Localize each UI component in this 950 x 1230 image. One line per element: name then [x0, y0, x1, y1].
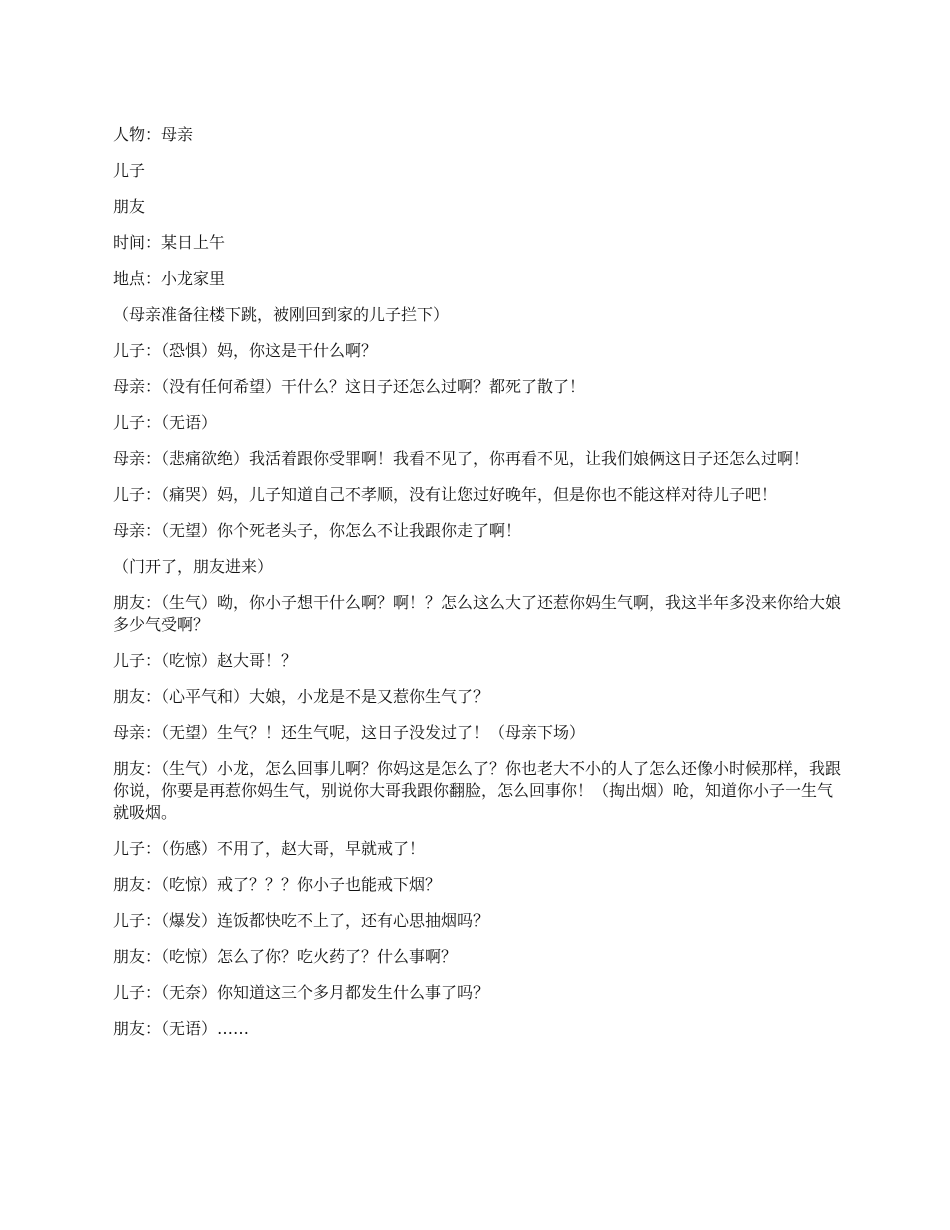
dialogue-line: 儿子：（无语）	[113, 413, 218, 432]
dialogue-line: 儿子：（无奈）你知道这三个多月都发生什么事了吗？	[113, 983, 490, 1002]
dialogue-line: 朋友：（吃惊）戒了？？？你小子也能戒下烟？	[113, 875, 442, 894]
dialogue-line: 儿子：（爆发）连饭都快吃不上了，还有心思抽烟吗？	[113, 911, 490, 930]
stage-direction: （门开了，朋友进来）	[113, 557, 274, 576]
dialogue-line: 母亲：（无望）你个死老头子，你怎么不让我跟你走了啊！	[113, 521, 522, 540]
dialogue-line: 儿子：（伤感）不用了，赵大哥，早就戒了！	[113, 839, 426, 858]
dialogue-line: 朋友：（心平气和）大娘，小龙是不是又惹你生气了？	[113, 687, 490, 706]
dialogue-line: 儿子：（吃惊）赵大哥！？	[113, 651, 298, 670]
time-line: 时间：某日上午	[113, 233, 226, 252]
dialogue-line: 母亲：（悲痛欲绝）我活着跟你受罪啊！我看不见了，你再看不见，让我们娘俩这日子还怎么过啊！	[113, 449, 810, 468]
dialogue-line: 母亲：（无望）生气？！还生气呢，这日子没发过了！（母亲下场）	[113, 723, 586, 742]
cast-line-son: 儿子	[113, 161, 146, 180]
location-line: 地点：小龙家里	[113, 269, 226, 288]
dialogue-line: 朋友：（生气）呦，你小子想干什么啊？啊！？怎么这么大了还惹你妈生气啊，我这半年多没来你给大娘多少气受啊？	[113, 593, 842, 634]
dialogue-line: 儿子：（痛哭）妈，儿子知道自己不孝顺，没有让您过好晚年，但是你也不能这样对待儿子吧！	[113, 485, 778, 504]
stage-direction: （母亲准备往楼下跳，被刚回到家的儿子拦下）	[113, 305, 450, 324]
dialogue-line: 朋友：（生气）小龙，怎么回事儿啊？你妈这是怎么了？你也老大不小的人了怎么还像小时候那样，我跟你说，你要是再惹你妈生气，别说你大哥我跟你翻脸，怎么回事你！（掏出烟）呛，知道你小子一生气就吸烟。	[113, 759, 842, 822]
cast-line-mother: 人物：母亲	[113, 125, 194, 144]
dialogue-line: 母亲：（没有任何希望）干什么？这日子还怎么过啊？都死了散了！	[113, 377, 586, 396]
dialogue-line: 朋友：（吃惊）怎么了你？吃火药了？什么事啊？	[113, 947, 458, 966]
dialogue-line: 儿子：（恐惧）妈，你这是干什么啊？	[113, 341, 378, 360]
cast-line-friend: 朋友	[113, 197, 146, 216]
document-page	[113, 124, 843, 1054]
dialogue-line: 朋友：（无语）……	[113, 1019, 250, 1038]
